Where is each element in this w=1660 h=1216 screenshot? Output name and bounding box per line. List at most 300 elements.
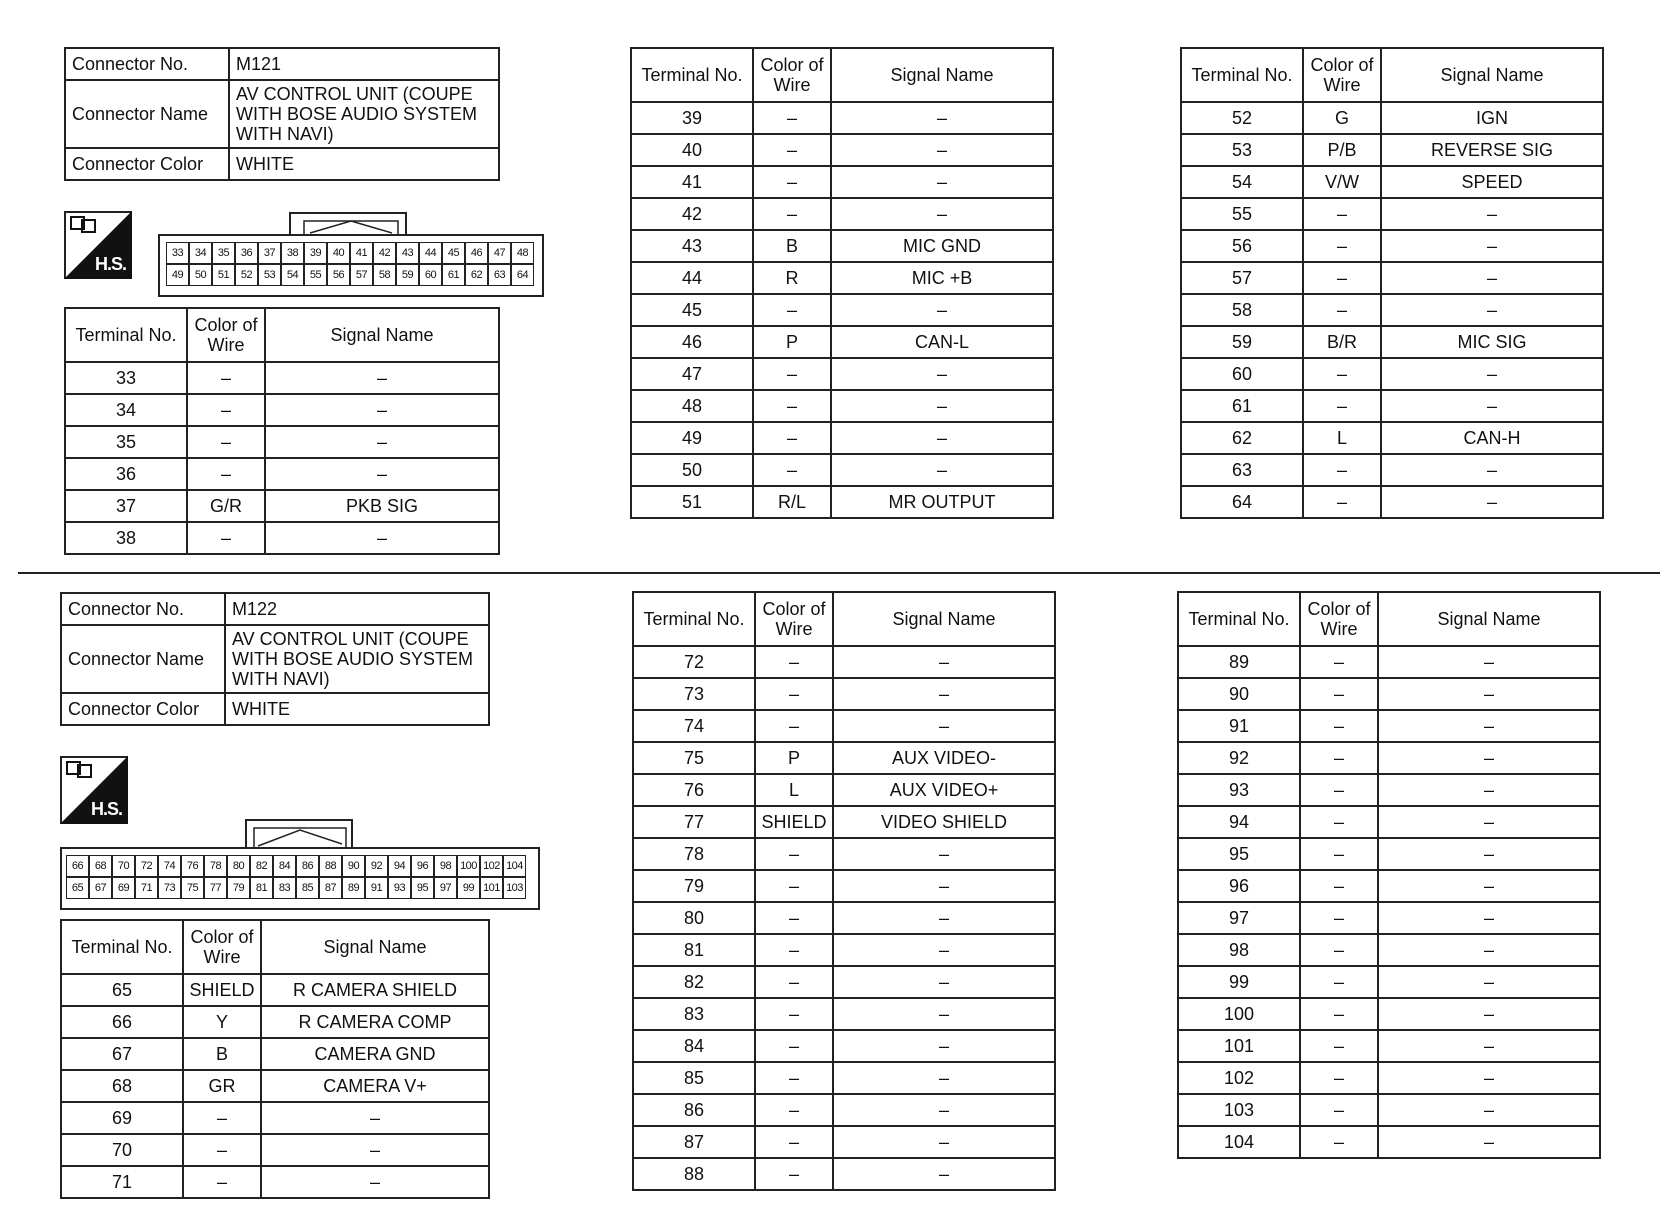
connector-pin: 85: [296, 877, 319, 899]
table-row: [65, 458, 499, 490]
m122-terminal-table-2: [632, 591, 1056, 1191]
signal-name-cell: –: [833, 934, 1055, 966]
signal-name-cell: –: [833, 678, 1055, 710]
signal-name-cell: –: [1378, 774, 1600, 806]
table-row: [1178, 838, 1600, 870]
terminal-no-cell: 45: [631, 294, 753, 326]
terminal-no-cell: 40: [631, 134, 753, 166]
table-row: [631, 326, 1053, 358]
wire-color-cell: B: [753, 230, 831, 262]
table-row: [1181, 198, 1603, 230]
table-row: [633, 678, 1055, 710]
signal-name-header: Signal Name: [833, 592, 1055, 646]
connector-pin: 46: [465, 242, 488, 264]
connector-pin: 40: [327, 242, 350, 264]
connector-pin: 90: [342, 855, 365, 877]
terminal-no-cell: 43: [631, 230, 753, 262]
terminal-no-cell: 46: [631, 326, 753, 358]
terminal-no-cell: 68: [61, 1070, 183, 1102]
connector-pin: 84: [273, 855, 296, 877]
terminal-no-cell: 64: [1181, 486, 1303, 518]
terminal-no-cell: 83: [633, 998, 755, 1030]
connector-pin: 65: [66, 877, 89, 899]
m122-pin-row-top: [66, 855, 526, 877]
signal-name-cell: –: [265, 522, 499, 554]
wire-color-cell: –: [1300, 902, 1378, 934]
m122-terminal-table-1: [60, 919, 490, 1199]
table-row: [633, 1030, 1055, 1062]
signal-name-cell: REVERSE SIG: [1381, 134, 1603, 166]
table-row: [631, 294, 1053, 326]
table-row: [631, 230, 1053, 262]
terminal-no-cell: 50: [631, 454, 753, 486]
signal-name-cell: –: [1381, 454, 1603, 486]
terminal-no-cell: 79: [633, 870, 755, 902]
terminal-no-cell: 49: [631, 422, 753, 454]
connector-name-value: AV CONTROL UNIT (COUPE WITH BOSE AUDIO SYSTEM WITH NAVI): [225, 625, 489, 693]
terminal-no-cell: 75: [633, 742, 755, 774]
signal-name-cell: R CAMERA SHIELD: [261, 974, 489, 1006]
wire-color-cell: –: [1300, 1062, 1378, 1094]
table-row: [1181, 422, 1603, 454]
wire-color-cell: –: [755, 678, 833, 710]
table-row: [1181, 102, 1603, 134]
connector-pin: 69: [112, 877, 135, 899]
connector-pin: 96: [411, 855, 434, 877]
wire-color-cell: –: [1300, 710, 1378, 742]
signal-name-cell: –: [1378, 1030, 1600, 1062]
terminal-no-cell: 78: [633, 838, 755, 870]
terminal-no-cell: 48: [631, 390, 753, 422]
connector-pin: 59: [396, 264, 419, 286]
signal-name-cell: AUX VIDEO-: [833, 742, 1055, 774]
signal-name-cell: –: [831, 166, 1053, 198]
table-row: [631, 422, 1053, 454]
connector-pin: 70: [112, 855, 135, 877]
table-row: [631, 198, 1053, 230]
terminal-no-cell: 56: [1181, 230, 1303, 262]
connector-pin: 73: [158, 877, 181, 899]
color-of-wire-header: Color of Wire: [1303, 48, 1381, 102]
signal-name-header: Signal Name: [265, 308, 499, 362]
terminal-no-cell: 93: [1178, 774, 1300, 806]
connector-color-value: WHITE: [225, 693, 489, 725]
table-row: [631, 102, 1053, 134]
m122-connector-info: [60, 592, 490, 726]
signal-name-cell: –: [1378, 1094, 1600, 1126]
wire-color-cell: L: [1303, 422, 1381, 454]
table-row: [61, 974, 489, 1006]
terminal-no-cell: 60: [1181, 358, 1303, 390]
signal-name-cell: –: [1378, 838, 1600, 870]
table-row: [1178, 1030, 1600, 1062]
signal-name-cell: –: [833, 870, 1055, 902]
hs-label: H.S.: [90, 799, 122, 819]
terminal-no-cell: 89: [1178, 646, 1300, 678]
signal-name-cell: –: [833, 1062, 1055, 1094]
wire-color-cell: –: [1303, 198, 1381, 230]
connector-pin: 35: [212, 242, 235, 264]
m121-pin-row-bottom: [166, 264, 534, 286]
terminal-no-cell: 90: [1178, 678, 1300, 710]
wire-color-cell: –: [753, 422, 831, 454]
terminal-no-cell: 57: [1181, 262, 1303, 294]
wire-color-cell: –: [755, 934, 833, 966]
table-row: [1178, 902, 1600, 934]
wire-color-cell: –: [187, 458, 265, 490]
connector-pin: 75: [181, 877, 204, 899]
signal-name-cell: PKB SIG: [265, 490, 499, 522]
m122-terminal-table-3: [1177, 591, 1601, 1159]
signal-name-cell: –: [833, 838, 1055, 870]
m121-terminal-table-1: [64, 307, 500, 555]
signal-name-cell: –: [265, 362, 499, 394]
table-row: [1181, 230, 1603, 262]
connector-pin: 88: [319, 855, 342, 877]
table-row: [633, 1094, 1055, 1126]
terminal-no-cell: 47: [631, 358, 753, 390]
wire-color-cell: –: [1300, 646, 1378, 678]
table-row: [61, 1134, 489, 1166]
signal-name-cell: –: [261, 1102, 489, 1134]
wire-color-cell: P: [755, 742, 833, 774]
wire-color-cell: –: [1300, 678, 1378, 710]
wire-color-cell: –: [755, 902, 833, 934]
wire-color-cell: –: [753, 358, 831, 390]
table-row: [65, 522, 499, 554]
terminal-no-cell: 69: [61, 1102, 183, 1134]
table-row: [61, 1070, 489, 1102]
wire-color-cell: B: [183, 1038, 261, 1070]
wire-color-cell: –: [1300, 1094, 1378, 1126]
signal-name-cell: –: [831, 134, 1053, 166]
terminal-no-header: Terminal No.: [1178, 592, 1300, 646]
wire-color-cell: –: [755, 1158, 833, 1190]
wire-color-cell: –: [187, 426, 265, 458]
wire-color-cell: –: [1303, 230, 1381, 262]
table-row: [633, 870, 1055, 902]
table-row: [61, 1102, 489, 1134]
terminal-no-cell: 37: [65, 490, 187, 522]
connector-pin: 51: [212, 264, 235, 286]
wire-color-cell: –: [187, 362, 265, 394]
table-row: [61, 1166, 489, 1198]
terminal-no-cell: 71: [61, 1166, 183, 1198]
signal-name-cell: –: [265, 394, 499, 426]
connector-pin: 45: [442, 242, 465, 264]
table-row: [631, 358, 1053, 390]
wire-color-cell: –: [1300, 1030, 1378, 1062]
wire-color-cell: –: [1300, 774, 1378, 806]
connector-pin: 58: [373, 264, 396, 286]
wire-color-cell: –: [187, 522, 265, 554]
table-row: [1178, 966, 1600, 998]
table-row: [1178, 1126, 1600, 1158]
terminal-no-cell: 41: [631, 166, 753, 198]
connector-pin: 50: [189, 264, 212, 286]
connector-pin: 78: [204, 855, 227, 877]
signal-name-cell: –: [1378, 742, 1600, 774]
signal-name-cell: –: [831, 198, 1053, 230]
connector-pin: 55: [304, 264, 327, 286]
table-row: [633, 646, 1055, 678]
signal-name-cell: MIC GND: [831, 230, 1053, 262]
connector-pin: 77: [204, 877, 227, 899]
connector-pin: 83: [273, 877, 296, 899]
hs-harness-side-icon: [60, 756, 128, 824]
wire-color-cell: P: [753, 326, 831, 358]
signal-name-header: Signal Name: [1381, 48, 1603, 102]
connector-pin: 102: [480, 855, 503, 877]
wire-color-cell: –: [1300, 806, 1378, 838]
table-row: [1181, 134, 1603, 166]
wire-color-cell: –: [753, 198, 831, 230]
terminal-no-cell: 63: [1181, 454, 1303, 486]
signal-name-cell: –: [833, 1126, 1055, 1158]
table-row: [633, 710, 1055, 742]
terminal-no-cell: 104: [1178, 1126, 1300, 1158]
wire-color-cell: –: [1303, 390, 1381, 422]
signal-name-cell: –: [265, 458, 499, 490]
table-row: [633, 934, 1055, 966]
terminal-no-cell: 67: [61, 1038, 183, 1070]
connector-pin: 91: [365, 877, 388, 899]
signal-name-cell: –: [1378, 966, 1600, 998]
connector-pin: 101: [480, 877, 503, 899]
signal-name-cell: –: [1381, 486, 1603, 518]
terminal-no-cell: 77: [633, 806, 755, 838]
connector-pin: 41: [350, 242, 373, 264]
hs-harness-side-icon: [64, 211, 132, 279]
color-of-wire-header: Color of Wire: [753, 48, 831, 102]
connector-pin: 34: [189, 242, 212, 264]
wire-color-cell: –: [183, 1134, 261, 1166]
table-row: [1181, 326, 1603, 358]
table-row: [1178, 710, 1600, 742]
wire-color-cell: –: [1300, 1126, 1378, 1158]
table-row: [65, 490, 499, 522]
wire-color-cell: –: [755, 1094, 833, 1126]
signal-name-cell: –: [833, 1158, 1055, 1190]
wire-color-cell: –: [1303, 486, 1381, 518]
terminal-no-cell: 97: [1178, 902, 1300, 934]
connector-pin: 103: [503, 877, 526, 899]
wire-color-cell: L: [755, 774, 833, 806]
terminal-no-cell: 44: [631, 262, 753, 294]
color-of-wire-header: Color of Wire: [183, 920, 261, 974]
signal-name-cell: –: [1378, 870, 1600, 902]
signal-name-cell: –: [831, 102, 1053, 134]
terminal-no-cell: 33: [65, 362, 187, 394]
wire-color-cell: GR: [183, 1070, 261, 1102]
connector-pin: 53: [258, 264, 281, 286]
terminal-no-cell: 70: [61, 1134, 183, 1166]
wire-color-cell: V/W: [1303, 166, 1381, 198]
signal-name-header: Signal Name: [831, 48, 1053, 102]
table-row: [1178, 998, 1600, 1030]
wire-color-cell: –: [753, 454, 831, 486]
connector-pin: 44: [419, 242, 442, 264]
terminal-no-cell: 36: [65, 458, 187, 490]
wire-color-cell: –: [1303, 294, 1381, 326]
connector-no-label: Connector No.: [61, 593, 225, 625]
table-row: [1178, 1094, 1600, 1126]
m122-pin-row-bottom: [66, 877, 526, 899]
connector-pin: 68: [89, 855, 112, 877]
color-of-wire-header: Color of Wire: [1300, 592, 1378, 646]
wire-color-cell: R: [753, 262, 831, 294]
connector-no-label: Connector No.: [65, 48, 229, 80]
signal-name-cell: –: [1381, 230, 1603, 262]
signal-name-cell: IGN: [1381, 102, 1603, 134]
table-row: [1178, 742, 1600, 774]
signal-name-header: Signal Name: [261, 920, 489, 974]
wire-color-cell: –: [755, 1030, 833, 1062]
connector-pin: 80: [227, 855, 250, 877]
connector-pin: 48: [511, 242, 534, 264]
connector-pin: 60: [419, 264, 442, 286]
m121-pin-grid: [166, 242, 534, 286]
m121-terminal-table-2: [630, 47, 1054, 519]
signal-name-cell: –: [1378, 646, 1600, 678]
terminal-no-header: Terminal No.: [633, 592, 755, 646]
section-divider: [18, 572, 1660, 574]
wire-color-cell: –: [755, 966, 833, 998]
connector-pin: 64: [511, 264, 534, 286]
signal-name-cell: –: [1378, 678, 1600, 710]
signal-name-cell: –: [1378, 934, 1600, 966]
terminal-no-cell: 96: [1178, 870, 1300, 902]
table-row: [61, 1038, 489, 1070]
connector-name-value: AV CONTROL UNIT (COUPE WITH BOSE AUDIO SYSTEM WITH NAVI): [229, 80, 499, 148]
connector-pin: 38: [281, 242, 304, 264]
signal-name-cell: –: [1378, 710, 1600, 742]
table-row: [631, 134, 1053, 166]
terminal-no-cell: 65: [61, 974, 183, 1006]
terminal-no-cell: 72: [633, 646, 755, 678]
table-row: [631, 390, 1053, 422]
terminal-no-cell: 55: [1181, 198, 1303, 230]
connector-pin: 99: [457, 877, 480, 899]
signal-name-cell: –: [831, 294, 1053, 326]
connector-pin: 79: [227, 877, 250, 899]
wire-color-cell: –: [1300, 966, 1378, 998]
terminal-no-header: Terminal No.: [65, 308, 187, 362]
signal-name-cell: –: [261, 1166, 489, 1198]
terminal-no-cell: 80: [633, 902, 755, 934]
connector-pin: 57: [350, 264, 373, 286]
connector-pin: 52: [235, 264, 258, 286]
m121-connector-info: [64, 47, 500, 181]
connector-pin: 104: [503, 855, 526, 877]
terminal-no-cell: 76: [633, 774, 755, 806]
connector-pin: 61: [442, 264, 465, 286]
table-row: [1178, 678, 1600, 710]
table-row: [633, 902, 1055, 934]
wire-color-cell: –: [1303, 262, 1381, 294]
wire-color-cell: –: [183, 1102, 261, 1134]
terminal-no-cell: 86: [633, 1094, 755, 1126]
wire-color-cell: –: [1300, 998, 1378, 1030]
signal-name-cell: R CAMERA COMP: [261, 1006, 489, 1038]
table-row: [633, 1126, 1055, 1158]
connector-pin: 95: [411, 877, 434, 899]
wire-color-cell: –: [755, 1062, 833, 1094]
signal-name-cell: –: [831, 422, 1053, 454]
connector-pin: 43: [396, 242, 419, 264]
signal-name-cell: SPEED: [1381, 166, 1603, 198]
terminal-no-cell: 81: [633, 934, 755, 966]
wire-color-cell: –: [753, 390, 831, 422]
table-row: [633, 806, 1055, 838]
table-row: [633, 1158, 1055, 1190]
terminal-no-cell: 100: [1178, 998, 1300, 1030]
terminal-no-cell: 62: [1181, 422, 1303, 454]
table-row: [65, 426, 499, 458]
wire-color-cell: –: [1300, 838, 1378, 870]
table-row: [633, 774, 1055, 806]
wire-color-cell: –: [755, 646, 833, 678]
wire-color-cell: –: [183, 1166, 261, 1198]
signal-name-cell: –: [831, 358, 1053, 390]
m121-terminal-table-3: [1180, 47, 1604, 519]
connector-pin: 36: [235, 242, 258, 264]
signal-name-cell: –: [1378, 1062, 1600, 1094]
wire-color-cell: P/B: [1303, 134, 1381, 166]
table-row: [65, 394, 499, 426]
connector-pin: 47: [488, 242, 511, 264]
m122-pin-grid: [66, 855, 526, 899]
wire-color-cell: SHIELD: [183, 974, 261, 1006]
connector-pin: 93: [388, 877, 411, 899]
terminal-no-cell: 98: [1178, 934, 1300, 966]
signal-name-cell: –: [833, 646, 1055, 678]
terminal-no-cell: 103: [1178, 1094, 1300, 1126]
wire-color-cell: –: [1300, 742, 1378, 774]
connector-pin: 33: [166, 242, 189, 264]
connector-pin: 97: [434, 877, 457, 899]
signal-name-cell: –: [1381, 198, 1603, 230]
terminal-no-cell: 42: [631, 198, 753, 230]
signal-name-cell: VIDEO SHIELD: [833, 806, 1055, 838]
connector-pin: 94: [388, 855, 411, 877]
wire-color-cell: –: [755, 838, 833, 870]
signal-name-cell: CAN-L: [831, 326, 1053, 358]
signal-name-cell: –: [1378, 806, 1600, 838]
connector-pin: 100: [457, 855, 480, 877]
terminal-no-header: Terminal No.: [61, 920, 183, 974]
terminal-no-header: Terminal No.: [631, 48, 753, 102]
wire-color-cell: –: [755, 870, 833, 902]
wire-color-cell: –: [753, 294, 831, 326]
color-of-wire-header: Color of Wire: [187, 308, 265, 362]
table-row: [631, 262, 1053, 294]
connector-no-value: M121: [229, 48, 499, 80]
connector-name-label: Connector Name: [65, 80, 229, 148]
color-of-wire-header: Color of Wire: [755, 592, 833, 646]
wire-color-cell: –: [755, 998, 833, 1030]
signal-name-cell: –: [1381, 390, 1603, 422]
signal-name-cell: –: [833, 1030, 1055, 1062]
wire-color-cell: B/R: [1303, 326, 1381, 358]
terminal-no-cell: 74: [633, 710, 755, 742]
terminal-no-cell: 54: [1181, 166, 1303, 198]
signal-name-cell: –: [833, 710, 1055, 742]
table-row: [1181, 294, 1603, 326]
terminal-no-cell: 99: [1178, 966, 1300, 998]
signal-name-cell: –: [1378, 902, 1600, 934]
connector-pin: 89: [342, 877, 365, 899]
